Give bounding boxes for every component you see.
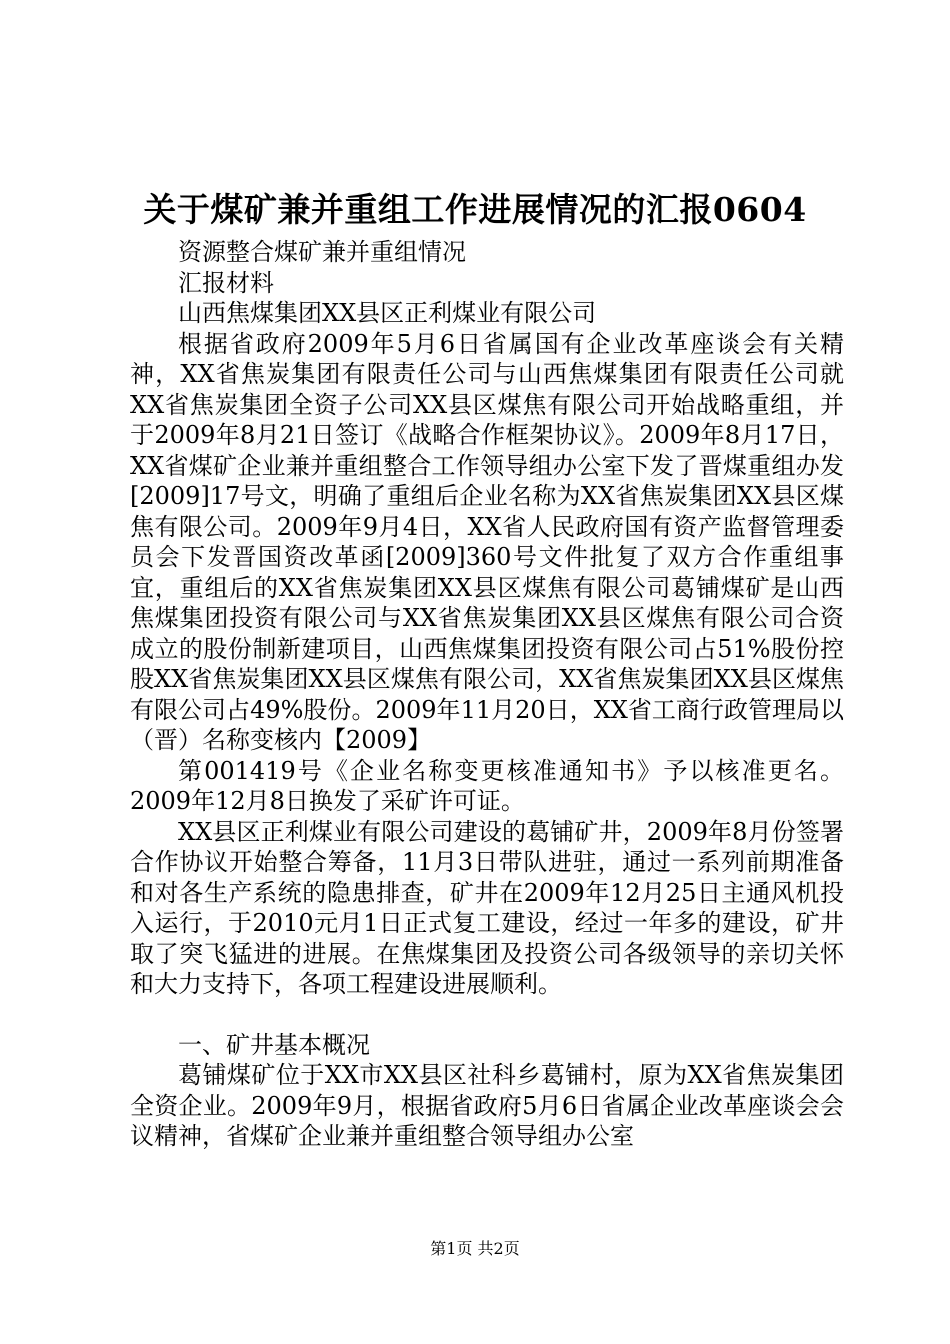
- subtitle-line: 汇报材料: [178, 268, 274, 297]
- body-paragraph: 根据省政府2009年5月6日省属国有企业改革座谈会有关精神，XX省焦炭集团有限责任公司与山西焦煤集团有限责任公司就XX省焦炭集团全资子公司XX县区煤焦有限公司开始战略重组，并于2009年8月21日签订《战略合作框架协议》。2009年8月17日，XX省煤矿企业兼并重组整合工作领导组办公室下发了晋煤重组办发[2009]17号文，明确了重组后企业名称为XX省焦炭集团XX县区煤焦有限公司。2009年9月4日，XX省人民政府国有资产监督管理委员会下发晋国资改革函[2009]360号文件批复了双方合作重组事宜，重组后的XX省焦炭集团XX县区煤焦有限公司葛铺煤矿是山西焦煤集团投资有限公司与XX省焦炭集团XX县区煤焦有限公司合资成立的股份制新建项目，山西焦煤集团投资有限公司占51%股份控股XX省焦炭集团XX县区煤焦有限公司，XX省焦炭集团XX县区煤焦有限公司占49%股份。2009年11月20日，XX省工商行政管理局以（晋）名称变核内【2009】: [130, 329, 844, 754]
- document-title: 关于煤矿兼并重组工作进展情况的汇报0604: [143, 190, 807, 229]
- section-heading: 一、矿井基本概况: [178, 1030, 370, 1059]
- body-paragraph: 葛铺煤矿位于XX市XX县区社科乡葛铺村，原为XX省焦炭集团全资企业。2009年9月，根据省政府5月6日省属企业改革座谈会会议精神，省煤矿企业兼并重组整合领导组办公室: [130, 1061, 844, 1150]
- subtitle-line: 资源整合煤矿兼并重组情况: [178, 238, 466, 266]
- page-footer: 第1页 共2页: [430, 1239, 520, 1258]
- body-paragraph: XX县区正利煤业有限公司建设的葛铺矿井，2009年8月份签署合作协议开始整合筹备，11月3日带队进驻，通过一系列前期准备和对各生产系统的隐患排查，矿井在2009年12月25日主通风机投入运行，于2010元月1日正式复工建设，经过一年多的建设，矿井取了突飞猛进的进展。在焦煤集团及投资公司各级领导的亲切关怀和大力支持下，各项工程建设进展顺利。: [130, 817, 844, 998]
- body-paragraph: 第001419号《企业名称变更核准通知书》予以核准更名。2009年12月8日换发了采矿许可证。: [130, 756, 844, 815]
- document-body: [130, 237, 844, 1152]
- company-name: 山西焦煤集团XX县区正利煤业有限公司: [178, 299, 597, 327]
